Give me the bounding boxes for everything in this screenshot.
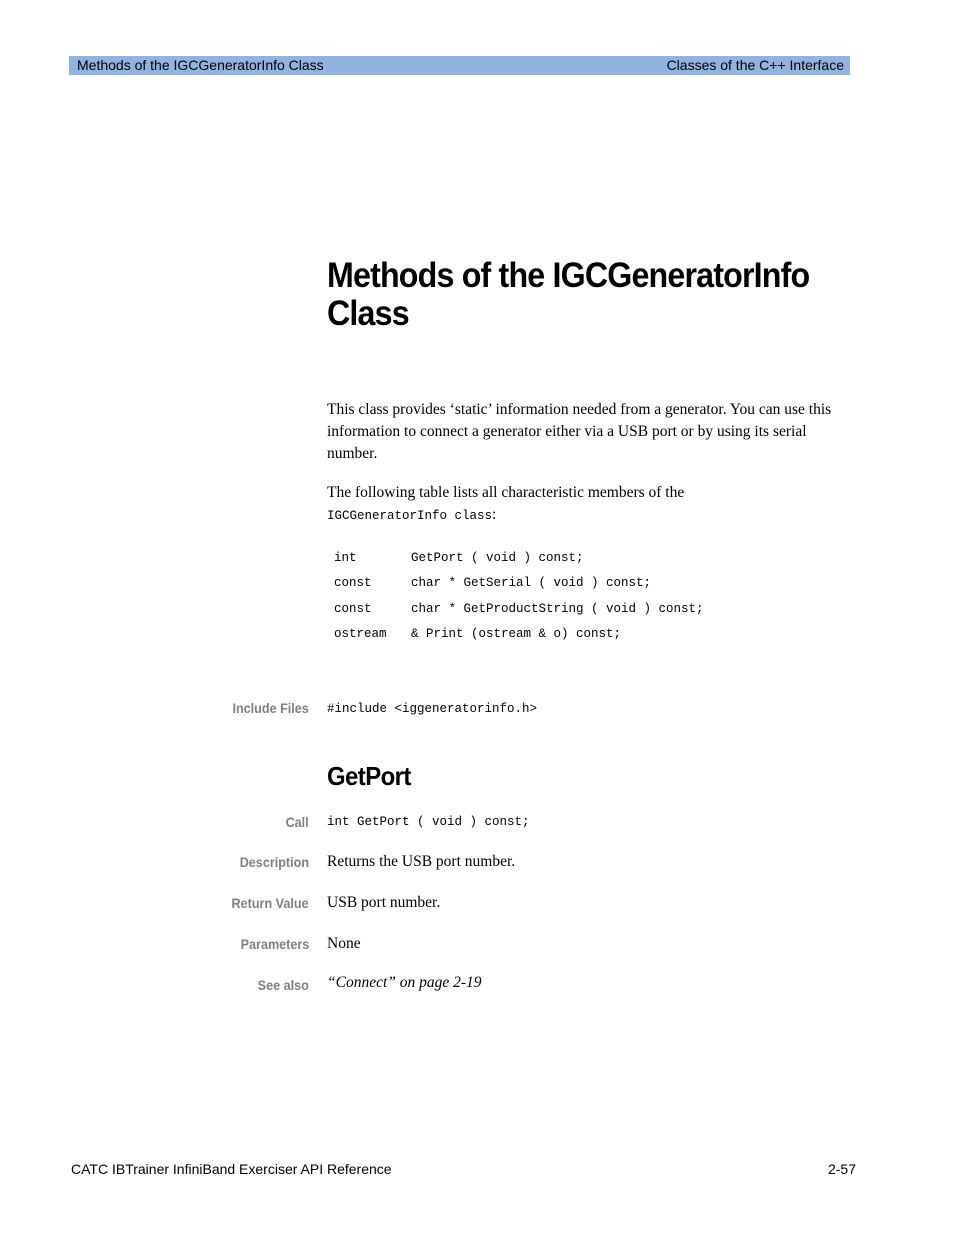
table-intro-text: The following table lists all characteristic members of the [327,484,685,501]
table-intro-suffix: : [492,506,497,523]
return-value-label: Return Value [231,895,309,911]
header-chapter-title: Classes of the C++ Interface [666,57,844,73]
member-signature: char * GetProductString ( void ) const; [411,601,704,616]
intro-paragraph: This class provides ‘static’ information needed from a generator. You can use this information to connect a generator either via a USB port or by using its serial number. [327,401,832,462]
include-files-value: #include <iggeneratorinfo.h> [327,702,538,716]
member-row [334,599,704,624]
header-section-title: Methods of the IGCGeneratorInfo Class [77,57,324,73]
member-type: const [334,576,372,591]
parameters-label: Parameters [240,936,309,952]
call-value: int GetPort ( void ) const; [327,815,530,829]
return-value-value: USB port number. [327,894,441,911]
page-title: Methods of the IGCGeneratorInfo Class [327,256,810,333]
member-type: const [334,601,372,616]
see-also-label: See also [257,977,309,993]
member-signature: GetPort ( void ) const; [411,551,584,565]
member-row [334,573,704,598]
description-label: Description [239,854,309,870]
table-intro-paragraph [327,482,837,527]
footer-document-title: CATC IBTrainer InfiniBand Exerciser API Reference [71,1161,392,1177]
member-table [334,548,704,649]
see-also-link[interactable]: “Connect” on page 2-19 [327,974,482,991]
member-type: ostream [334,626,387,641]
running-header [69,56,850,75]
table-intro-class-name: IGCGeneratorInfo class [327,509,493,523]
member-type: int [334,551,357,565]
footer-page-number: 2-57 [827,1161,856,1177]
member-signature: char * GetSerial ( void ) const; [411,576,652,591]
call-label: Call [285,814,309,830]
member-row [334,548,704,573]
include-files-label: Include Files [232,700,309,716]
parameters-value: None [327,935,361,952]
member-signature: & Print (ostream & o) const; [411,626,622,641]
section-title-getport: GetPort [327,761,411,791]
member-row [334,624,704,649]
description-value: Returns the USB port number. [327,853,516,870]
